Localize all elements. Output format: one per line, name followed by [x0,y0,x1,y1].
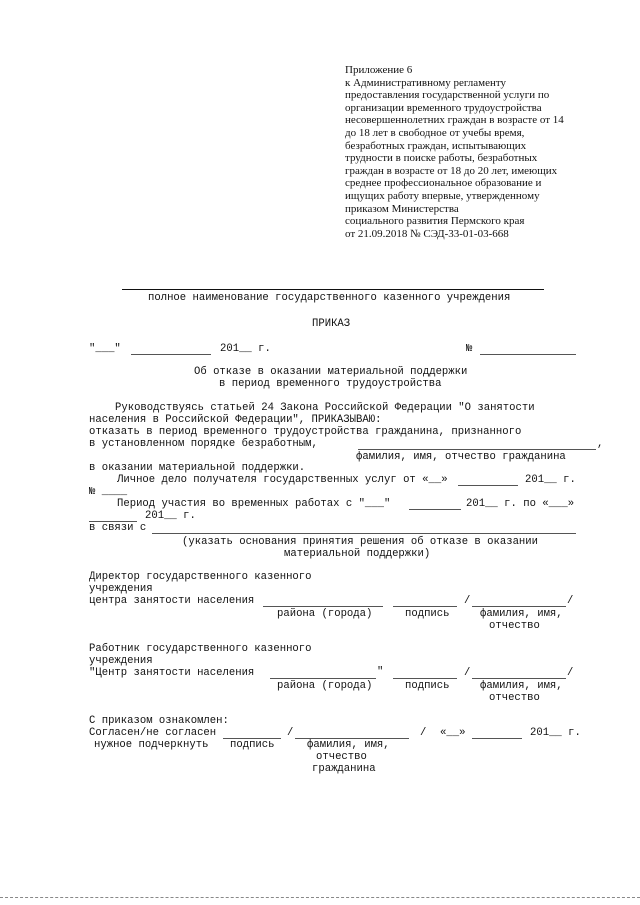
worker-name-caption: отчество [489,692,540,704]
period-start-month-line [409,509,461,510]
director-name-caption: фамилия, имя, [480,608,563,620]
subject-line-2: в период временного трудоустройства [219,378,442,390]
doc-title: ПРИКАЗ [312,318,351,330]
body-line: Руководствуясь статьей 24 Закона Российской Федерации "О занятости [115,402,535,414]
number-line [480,354,576,355]
director-title: центра занятости населения [89,595,255,607]
reason-caption-2: материальной поддержки) [284,548,431,560]
worker-slash: / [464,667,471,679]
ack-sign-caption: подпись [230,739,275,751]
ack-slash: / [287,727,294,739]
ack-date-month-line [472,738,522,739]
period-end-year: 201__ г. [145,510,196,522]
director-sign-caption: подпись [405,608,450,620]
appendix-line: приказом Министерства [345,202,459,215]
period-mid: 201__ г. по «___» [466,498,575,510]
citizen-name-line [358,449,596,450]
worker-name-caption: фамилия, имя, [480,680,563,692]
ack-hint: нужное подчеркнуть [94,739,209,751]
appendix-line: ищущих работу впервые, утвержденному [345,189,540,202]
personal-file-month-line [458,485,518,486]
ack-name-caption: фамилия, имя, [307,739,390,751]
appendix-line: предоставления государственной услуги по [345,89,550,102]
director-slash-end: / [567,595,574,607]
period-text: Период участия во временных работах с "___" [117,498,391,510]
director-area-line [263,606,383,607]
worker-title: учреждения [89,655,153,667]
ack-slash: / [420,727,427,739]
personal-file-year: 201__ г. [525,474,576,486]
director-area-caption: района (города) [277,608,373,620]
appendix-line: несовершеннолетних граждан в возрасте от 14 [345,114,564,127]
worker-title: Работник государственного казенного [89,643,312,655]
director-sign-line [393,606,457,607]
worker-sign-caption: подпись [405,680,450,692]
body-line: населения в Российской Федерации", ПРИКАЗЫВАЮ: [89,414,382,426]
appendix-line: до 18 лет в свободное от учебы время, [345,126,525,139]
ack-consent: Согласен/не согласен [89,727,217,739]
body-comma: , [597,438,604,450]
appendix-line: среднее профессиональное образование и [345,177,542,190]
reason-label: в связи с [89,522,147,534]
ack-name-caption: отчество [316,751,367,763]
director-name-line [472,606,566,607]
citizen-name-caption: фамилия, имя, отчество гражданина [356,451,566,463]
ack-name-caption: гражданина [312,763,376,775]
personal-file-number: № ____ [89,486,128,498]
org-name-line [122,289,544,290]
appendix-line: Приложение 6 [345,64,413,76]
body-line: отказать в период временного трудоустройства гражданина, признанного [89,426,522,438]
worker-area-line [270,678,376,679]
appendix-line: организации временного трудоустройства [345,101,542,114]
date-year: 201__ г. [220,343,271,355]
appendix-line: граждан в возрасте от 18 до 20 лет, имеющих [345,164,558,177]
worker-name-line [472,678,566,679]
appendix-line: социального развития Пермского края [345,215,525,228]
ack-date-year: 201__ г. [530,727,581,739]
date-month-line [131,354,211,355]
appendix-line: безработных граждан, испытывающих [345,139,527,152]
worker-slash-end: / [567,667,574,679]
body-line: в оказании материальной поддержки. [89,462,306,474]
ack-date-day: «__» [440,727,466,739]
worker-sign-line [393,678,457,679]
body-line: в установленном порядке безработным, [89,438,318,450]
date-day: "___" [89,343,121,355]
appendix-line: к Административному регламенту [345,76,507,89]
number-sign: № [466,343,473,355]
org-caption: полное наименование государственного казенного учреждения [148,292,511,304]
director-slash: / [464,595,471,607]
worker-area-caption: района (города) [277,680,373,692]
personal-file-text: Личное дело получателя государственных услуг от «__» [117,474,448,486]
scan-bottom-edge [0,897,640,898]
ack-title: С приказом ознакомлен: [89,715,229,727]
subject-line-1: Об отказе в оказании материальной поддержки [194,366,468,378]
director-name-caption: отчество [489,620,540,632]
director-title: учреждения [89,583,153,595]
director-title: Директор государственного казенного [89,571,312,583]
appendix-line: трудности в поиске работы, безработных [345,152,538,165]
appendix-line: от 21.09.2018 № СЭД-33-01-03-668 [345,227,509,240]
worker-quote: " [377,666,384,678]
worker-title: "Центр занятости населения [89,667,255,679]
reason-line [152,533,576,534]
appendix-block [345,64,564,240]
reason-caption-1: (указать основания принятия решения об отказе в оказании [182,536,539,548]
